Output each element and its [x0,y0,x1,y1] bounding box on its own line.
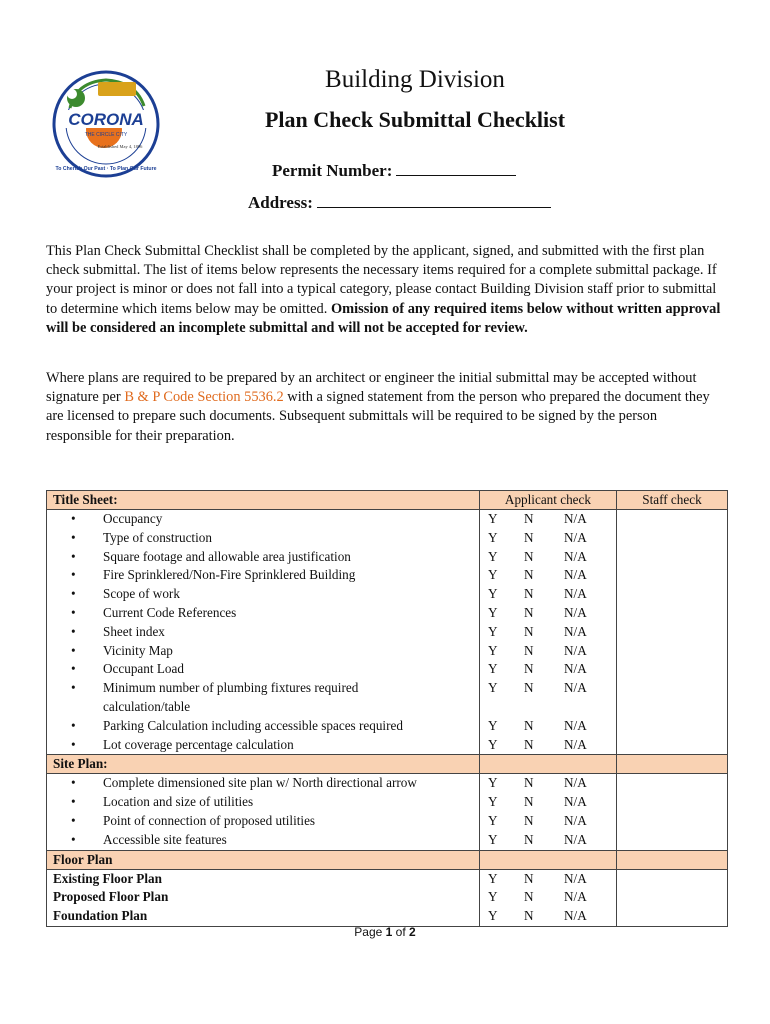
yes-option[interactable]: Y [488,775,498,791]
title-sheet-items [47,510,728,755]
yes-option[interactable]: Y [488,586,498,602]
list-item: • Occupant Load [71,661,184,677]
not-applicable-option[interactable]: N/A [564,661,587,677]
staff-check-header: Staff check [616,491,727,510]
no-option[interactable]: N [524,812,534,828]
not-applicable-option[interactable]: N/A [564,680,587,696]
yn-choice-row[interactable] [486,717,610,736]
no-option[interactable]: N [524,604,534,620]
yn-choice-row[interactable] [486,529,610,548]
list-item: • Vicinity Map [71,642,173,658]
applicant-check-cells[interactable] [480,510,617,755]
list-item: • Fire Sprinklered/Non-Fire Sprinklered Building [71,567,356,583]
yes-option[interactable]: Y [488,812,498,828]
bp-code-link[interactable]: B & P Code Section 5536.2 [124,389,284,406]
yn-choice-row[interactable] [486,566,610,585]
applicant-check-cells[interactable] [480,774,617,850]
yn-choice-row[interactable] [486,907,610,926]
yn-choice-row[interactable] [486,548,610,567]
yes-option[interactable]: Y [488,889,498,905]
of-label: of [395,925,406,939]
no-option[interactable]: N [524,775,534,791]
yn-choice-row[interactable] [486,660,610,679]
list-item: • Point of connection of proposed utilities [71,812,316,828]
not-applicable-option[interactable]: N/A [564,548,587,564]
no-option[interactable]: N [524,794,534,810]
yes-option[interactable]: Y [488,529,498,545]
list-item: • Minimum number of plumbing fixtures required calculation/table [71,680,359,714]
staff-check-cell[interactable] [616,510,727,755]
permit-number-blank[interactable] [396,161,516,176]
yes-option[interactable]: Y [488,831,498,847]
yes-option[interactable]: Y [488,604,498,620]
yn-choice-row[interactable] [486,888,610,907]
yn-choice-row[interactable] [486,679,610,698]
svg-text:THE CIRCLE CITY: THE CIRCLE CITY [84,132,128,138]
page-footer [0,925,770,939]
yn-choice-row[interactable] [486,812,610,831]
yn-choice-row[interactable] [486,604,610,623]
division-title: Building Division [325,66,505,93]
submittal-checklist-table [46,490,728,927]
no-option[interactable]: N [524,529,534,545]
staff-check-cell[interactable] [616,869,727,926]
intro-paragraph-1 [46,242,726,338]
list-item: • Lot coverage percentage calculation [71,736,294,752]
no-option[interactable]: N [524,623,534,639]
yn-choice-row[interactable] [486,793,610,812]
section-header-title-sheet [47,491,728,510]
yes-option[interactable]: Y [488,680,498,696]
svg-text:CORONA: CORONA [68,110,144,129]
title-sheet-heading: Title Sheet: [47,491,480,510]
not-applicable-option[interactable]: N/A [564,812,587,828]
staff-check-cell[interactable] [616,774,727,850]
floor-plan-items [47,869,728,926]
yn-choice-row[interactable] [486,698,610,717]
not-applicable-option[interactable]: N/A [564,717,587,733]
intro-paragraph-2 [46,369,726,446]
not-applicable-option[interactable]: N/A [564,908,587,924]
not-applicable-option[interactable]: N/A [564,567,587,583]
not-applicable-option[interactable]: N/A [564,529,587,545]
applicant-check-header: Applicant check [480,491,617,510]
yn-choice-row[interactable] [486,870,610,889]
yes-option[interactable]: Y [488,511,498,526]
list-item: Proposed Floor Plan [53,889,169,905]
no-option[interactable]: N [524,889,534,905]
omission-warning: Omission of any required items below without written approval will be considered an incomplete submittal and will not be accepted for review. [46,300,721,336]
no-option[interactable]: N [524,661,534,677]
site-plan-heading: Site Plan: [47,755,480,774]
not-applicable-option[interactable]: N/A [564,623,587,639]
site-plan-items [47,774,728,850]
permit-number-field[interactable] [272,161,516,181]
no-option[interactable]: N [524,908,534,924]
list-item: • Location and size of utilities [71,794,254,810]
floor-plan-heading: Floor Plan [47,850,480,869]
yes-option[interactable]: Y [488,736,498,752]
list-item: • Accessible site features [71,831,227,847]
list-item: • Square footage and allowable area justification [71,548,351,564]
no-option[interactable]: N [524,642,534,658]
yn-choice-row[interactable] [486,642,610,661]
not-applicable-option[interactable]: N/A [564,775,587,791]
yes-option[interactable]: Y [488,548,498,564]
not-applicable-option[interactable]: N/A [564,604,587,620]
page-title: Plan Check Submittal Checklist [264,107,566,132]
not-applicable-option[interactable]: N/A [564,642,587,658]
list-item: Existing Floor Plan [53,870,162,886]
address-field[interactable] [248,193,551,213]
yes-option[interactable]: Y [488,908,498,924]
not-applicable-option[interactable]: N/A [564,831,587,847]
list-item: • Complete dimensioned site plan w/ North directional arrow [71,775,417,791]
intro-text-2b: with a signed statement from the person who prepared the document they are licensed to prepare such documents. Subsequent submittals will be required to be signed by the person responsible for their preparation. [46,389,710,444]
list-item: • Current Code References [71,604,237,620]
list-item: Foundation Plan [53,908,148,924]
section-header-site-plan [47,755,728,774]
yn-choice-row[interactable] [486,585,610,604]
svg-text:To Cherish Our Past · To Plan: To Cherish Our Past · To Plan Our Future [55,166,157,172]
not-applicable-option[interactable]: N/A [564,870,587,886]
page-label: Page [354,925,383,939]
yes-option[interactable]: Y [488,661,498,677]
no-option[interactable]: N [524,831,534,847]
address-blank[interactable] [317,193,551,208]
yes-option[interactable]: Y [488,567,498,583]
page-total: 2 [409,925,416,939]
svg-text:Established May 4, 1896: Established May 4, 1896 [97,144,143,149]
yes-option[interactable]: Y [488,794,498,810]
list-item: • Sheet index [71,623,165,639]
yes-option[interactable]: Y [488,870,498,886]
not-applicable-option[interactable]: N/A [564,736,587,752]
list-item: • Type of construction [71,529,212,545]
page-number: 1 [385,925,393,939]
no-option[interactable]: N [524,736,534,752]
no-option[interactable]: N [524,567,534,583]
no-option[interactable]: N [524,548,534,564]
yes-option[interactable]: Y [488,717,498,733]
no-option[interactable]: N [524,870,534,886]
applicant-check-cells[interactable] [480,869,617,926]
permit-number-label: Permit Number: [272,161,393,180]
yn-choice-row[interactable] [486,831,610,850]
yes-option[interactable]: Y [488,642,498,658]
yn-choice-row[interactable] [486,510,610,529]
yes-option[interactable]: Y [488,623,498,639]
address-label: Address: [248,193,313,212]
list-item: • Parking Calculation including accessible spaces required [71,717,403,733]
not-applicable-option[interactable]: N/A [564,889,587,905]
intro-text: This Plan Check Submittal Checklist shall be completed by the applicant, signed, and submitted with the first plan check submittal. The list of items below represents the necessary items required for a complete submittal package. If your project is minor or does not fall into a typical category, please contact Building Division staff prior to submittal to determine which items below may be omitted. [46,243,717,317]
section-header-floor-plan [47,850,728,869]
no-option[interactable]: N [524,511,534,526]
list-item: • Scope of work [71,586,180,602]
not-applicable-option[interactable]: N/A [564,794,587,810]
no-option[interactable]: N [524,717,534,733]
yn-choice-row[interactable] [486,736,610,755]
no-option[interactable]: N [524,586,534,602]
yn-choice-row[interactable] [486,623,610,642]
list-item: • Occupancy [71,511,163,526]
intro-text-2a: Where plans are required to be prepared by an architect or engineer the initial submittal may be accepted without signature per [46,370,697,406]
no-option[interactable]: N [524,680,534,696]
yn-choice-row[interactable] [486,774,610,793]
not-applicable-option[interactable]: N/A [564,511,587,526]
not-applicable-option[interactable]: N/A [564,586,587,602]
